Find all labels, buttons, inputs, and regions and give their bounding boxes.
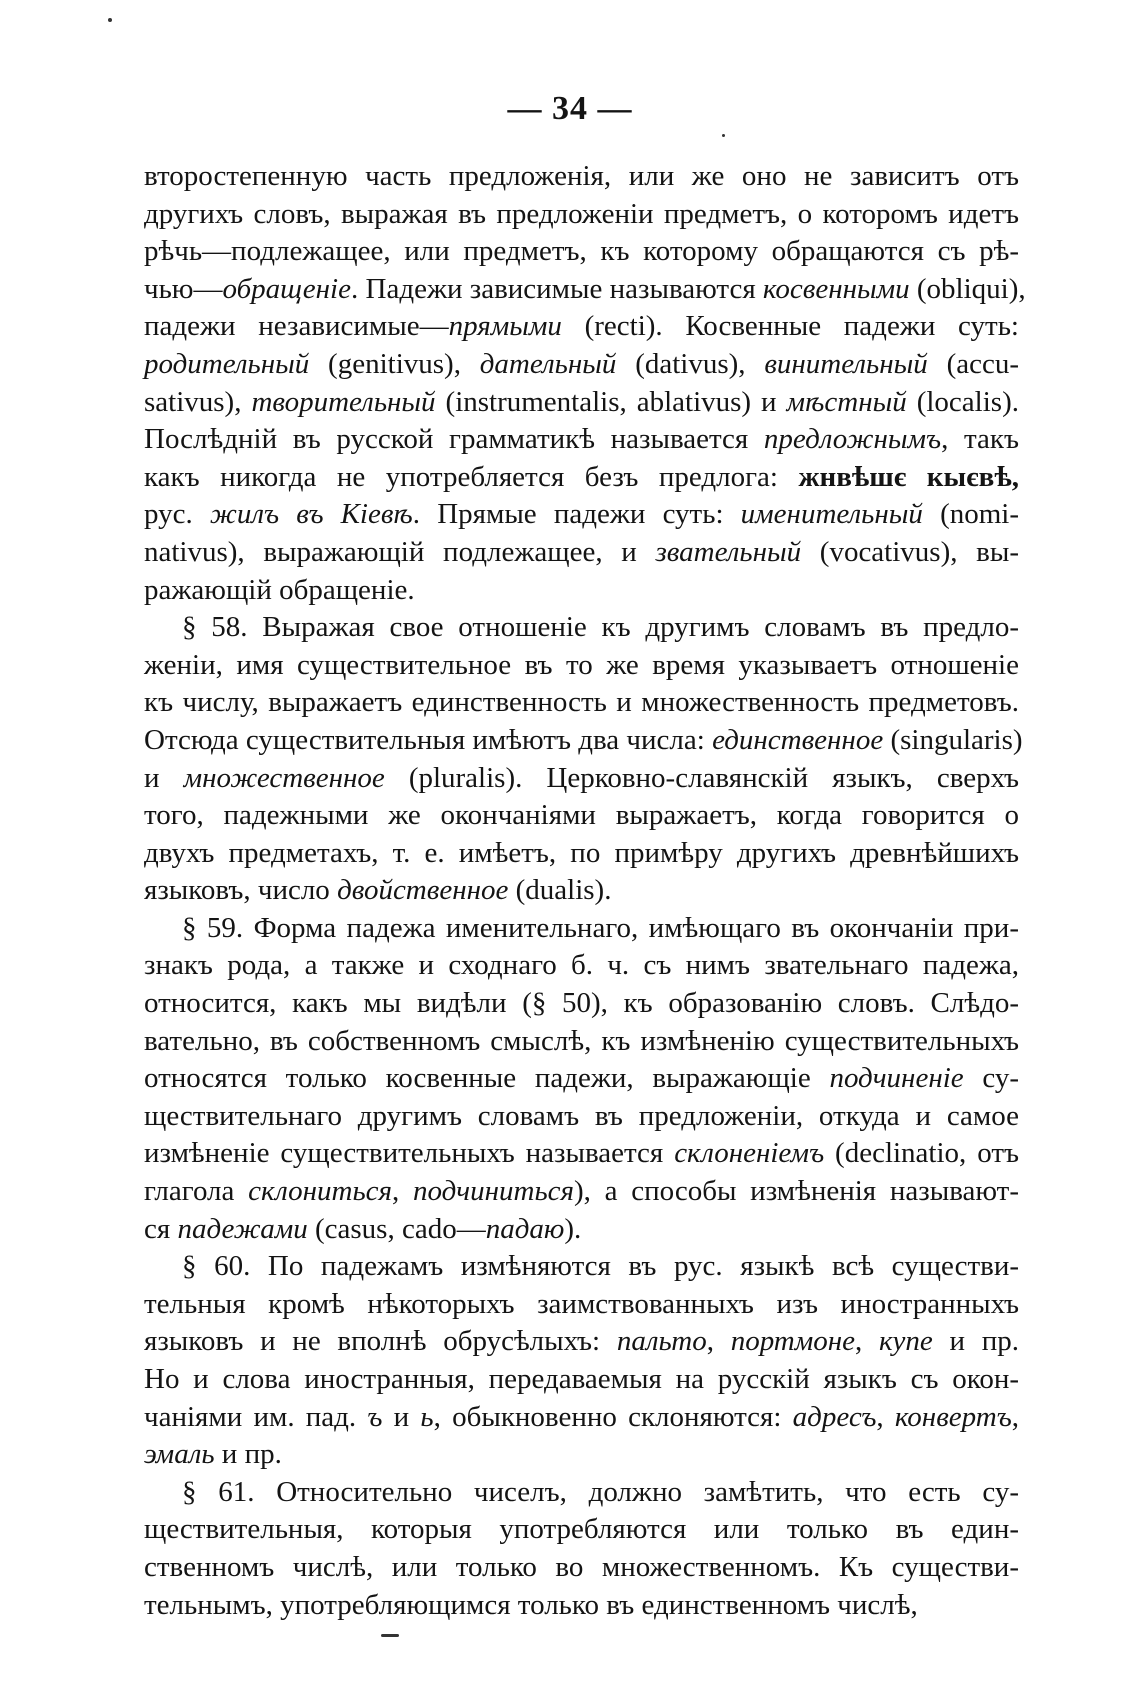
text-line xyxy=(144,1436,1019,1474)
italic-term: подчиниться xyxy=(413,1175,575,1208)
text-run: ществительнаго другимъ словамъ въ предложеніи, откуда и самое xyxy=(144,1099,1019,1132)
text-run: другихъ словъ, выражая въ предложеніи предметъ, о которомъ идетъ xyxy=(144,197,1019,230)
text-line xyxy=(144,308,1019,346)
text-run: относится, какъ мы видѣли (§ 50), къ образованію словъ. Слѣдо- xyxy=(144,987,1019,1020)
text-run: и xyxy=(382,1400,421,1433)
text-line xyxy=(144,1286,1019,1324)
text-run: (obliqui), xyxy=(909,272,1026,305)
text-run: глагола xyxy=(144,1175,249,1208)
text-run: ществительныя, которыя употребляются или только въ един- xyxy=(144,1513,1019,1546)
text-run: Отсюда существительныя имѣютъ два числа: xyxy=(144,723,713,756)
text-run: ственномъ числѣ, или только во множественномъ. Къ существи- xyxy=(144,1550,1019,1583)
text-run: женіи, имя существительное въ то же время указываетъ отношеніе xyxy=(144,648,1019,681)
text-line xyxy=(144,1211,1019,1249)
text-line xyxy=(144,1474,1019,1512)
text-run: , xyxy=(706,1325,731,1358)
paragraph-p1 xyxy=(144,158,1026,609)
text-run: Но и слова иностранныя, передаваемыя на русскій языкъ съ окон- xyxy=(144,1363,1019,1395)
text-line xyxy=(144,1361,1019,1399)
text-run: , xyxy=(392,1175,413,1208)
slavonic-example: жнвѣшє кыєвѣ, xyxy=(798,460,1019,493)
text-line xyxy=(144,722,1023,760)
text-run: тельныя кромѣ нѣкоторыхъ заимствованныхъ изъ иностранныхъ xyxy=(144,1287,1019,1320)
text-run: и пр. xyxy=(214,1438,282,1471)
text-run: относятся только косвенные падежи, выражающіе xyxy=(144,1062,830,1095)
text-run: , такъ xyxy=(941,423,1019,456)
text-run: , xyxy=(1011,1400,1020,1433)
text-line xyxy=(144,1060,1019,1098)
text-line xyxy=(144,910,1019,948)
text-line xyxy=(144,572,1019,610)
italic-term: подчиненіе xyxy=(829,1062,964,1095)
paragraph-p2 xyxy=(144,609,1023,910)
italic-term: родительный xyxy=(144,347,310,380)
text-line xyxy=(144,271,1026,309)
text-line xyxy=(144,346,1019,384)
text-line xyxy=(144,384,1019,422)
italic-term: звательный xyxy=(655,535,802,568)
text-run: . Падежи зависимые называются xyxy=(351,272,763,305)
text-run: и xyxy=(144,761,184,794)
italic-term: конвертъ xyxy=(894,1400,1012,1433)
text-run: рус. xyxy=(144,498,210,531)
text-line xyxy=(144,1587,1019,1625)
text-line xyxy=(144,459,1019,497)
text-run: (casus, cado— xyxy=(307,1212,486,1245)
italic-term: пальто xyxy=(616,1325,707,1358)
print-speck xyxy=(722,134,725,137)
text-run: второстепенную часть предложенія, или же оно не зависитъ отъ xyxy=(144,160,1019,192)
text-run: вательно, въ собственномъ смыслѣ, къ измѣненію существительныхъ xyxy=(144,1024,1019,1057)
text-line xyxy=(144,1135,1019,1173)
paragraph-p3 xyxy=(144,910,1019,1248)
text-run: ). xyxy=(564,1212,582,1245)
text-run: двухъ предметахъ, т. е. имѣетъ, по примѣру другихъ древнѣйшихъ xyxy=(144,836,1019,869)
print-speck xyxy=(381,1634,399,1637)
text-run: рѣчь—подлежащее, или предметъ, къ которому обращаются съ рѣ- xyxy=(144,235,1019,268)
italic-term: дательный xyxy=(479,347,617,380)
italic-term: падаю xyxy=(485,1212,565,1245)
text-line xyxy=(144,985,1019,1023)
text-line xyxy=(144,835,1019,873)
text-line xyxy=(144,947,1019,985)
text-run: чью— xyxy=(144,272,223,305)
italic-term: творительный xyxy=(251,385,436,418)
text-line xyxy=(144,196,1019,234)
text-run: § 59. Форма падежа именительнаго, имѣющаго въ окончаніи при- xyxy=(182,911,1019,944)
italic-term: склониться xyxy=(248,1175,393,1208)
text-run: и пр. xyxy=(932,1325,1020,1358)
text-run: (singularis) xyxy=(883,723,1023,756)
text-run: языковъ и не вполнѣ обрусѣлыхъ: xyxy=(144,1325,617,1358)
text-run: того, падежными же окончаніями выражаетъ, когда говорится о xyxy=(144,799,1019,832)
italic-term: прямыми xyxy=(448,310,562,343)
italic-term: падежами xyxy=(177,1212,308,1245)
text-run: (genitivus), xyxy=(309,347,480,380)
text-run: Послѣдній въ русской грамматикѣ называется xyxy=(144,423,764,456)
text-run: падежи независимые— xyxy=(144,310,449,343)
print-speck xyxy=(108,18,112,22)
italic-term: мѣстный xyxy=(786,385,907,418)
text-run: nativus), выражающій подлежащее, и xyxy=(144,535,656,568)
text-run: , обыкновенно склоняются: xyxy=(433,1400,793,1433)
italic-term: именительный xyxy=(740,498,923,531)
text-line xyxy=(144,1399,1019,1437)
page-number: — 34 — xyxy=(507,90,633,127)
text-run: . Прямые падежи суть: xyxy=(412,498,741,531)
text-run: ражающій обращеніе. xyxy=(144,573,415,606)
text-run: (dativus), xyxy=(616,347,765,380)
text-run: § 60. По падежамъ измѣняются въ рус. языкѣ всѣ существи- xyxy=(182,1250,1019,1283)
paragraph-p5 xyxy=(144,1474,1019,1624)
text-run: sativus), xyxy=(144,385,252,418)
italic-term: винительный xyxy=(764,347,928,380)
italic-term: множественное xyxy=(183,761,385,794)
text-line xyxy=(144,1323,1019,1361)
text-run: къ числу, выражаетъ единственность и множественность предметовъ. xyxy=(144,686,1019,719)
italic-term: эмаль xyxy=(144,1438,215,1471)
italic-term: жилъ въ Кіевѣ xyxy=(209,498,413,531)
italic-term: купе xyxy=(878,1325,933,1358)
text-line xyxy=(144,1023,1019,1061)
text-line xyxy=(144,233,1019,271)
italic-term: двойственное xyxy=(337,874,509,907)
italic-term: обращеніе xyxy=(222,272,351,305)
italic-term: портмоне xyxy=(730,1325,856,1358)
italic-term: ь xyxy=(420,1400,434,1433)
text-line xyxy=(144,1098,1019,1136)
text-line xyxy=(144,158,1019,196)
italic-term: ъ xyxy=(367,1400,383,1433)
text-run: (localis). xyxy=(906,385,1019,418)
italic-term: склоненіемъ xyxy=(674,1137,825,1170)
text-run: (pluralis). Церковно-славянскій языкъ, сверхъ xyxy=(384,761,1019,794)
text-line xyxy=(144,609,1019,647)
text-line xyxy=(144,421,1019,459)
text-run: § 61. Относительно чиселъ, должно замѣтить, что есть су- xyxy=(182,1475,1019,1508)
text-run: знакъ рода, а также и сходнаго б. ч. съ нимъ звательнаго падежа, xyxy=(144,949,1019,982)
text-run: (accu- xyxy=(927,347,1019,380)
paragraph-p4 xyxy=(144,1248,1019,1474)
text-run: тельнымъ, употребляющимся только въ единственномъ числѣ, xyxy=(144,1588,918,1621)
text-line xyxy=(144,496,1019,534)
italic-term: адресъ xyxy=(792,1400,877,1433)
text-line xyxy=(144,1248,1019,1286)
text-run: ), а способы измѣненія называют- xyxy=(574,1175,1019,1208)
italic-term: косвенными xyxy=(762,272,910,305)
text-run: (declinatio, отъ xyxy=(824,1137,1019,1170)
text-run: (recti). Косвенные падежи суть: xyxy=(561,310,1019,343)
text-run: ся xyxy=(144,1212,178,1245)
body-text xyxy=(144,158,1026,1624)
text-line xyxy=(144,1173,1019,1211)
text-line xyxy=(144,647,1019,685)
text-line xyxy=(144,797,1019,835)
text-run: измѣненіе существительныхъ называется xyxy=(144,1137,675,1170)
text-run: какъ никогда не употребляется безъ предлога: xyxy=(144,460,799,493)
text-line xyxy=(144,684,1019,722)
text-run: су- xyxy=(963,1062,1019,1095)
text-run: чаніями им. пад. xyxy=(144,1400,368,1433)
text-run: § 58. Выражая свое отношеніе къ другимъ словамъ въ предло- xyxy=(182,611,1019,644)
text-line xyxy=(144,534,1019,572)
text-line xyxy=(144,760,1019,798)
text-run: , xyxy=(876,1400,895,1433)
text-run: (dualis). xyxy=(508,874,612,907)
text-run: языковъ, число xyxy=(144,874,338,907)
italic-term: единственное xyxy=(712,723,884,756)
text-run: (vocativus), вы- xyxy=(801,535,1019,568)
text-run: , xyxy=(855,1325,879,1358)
italic-term: предложнымъ xyxy=(763,423,942,456)
text-line xyxy=(144,1549,1019,1587)
text-run: (nomi- xyxy=(922,498,1019,531)
text-line xyxy=(144,1511,1019,1549)
text-line xyxy=(144,872,1019,910)
text-run: (instrumentalis, ablativus) и xyxy=(435,385,787,418)
